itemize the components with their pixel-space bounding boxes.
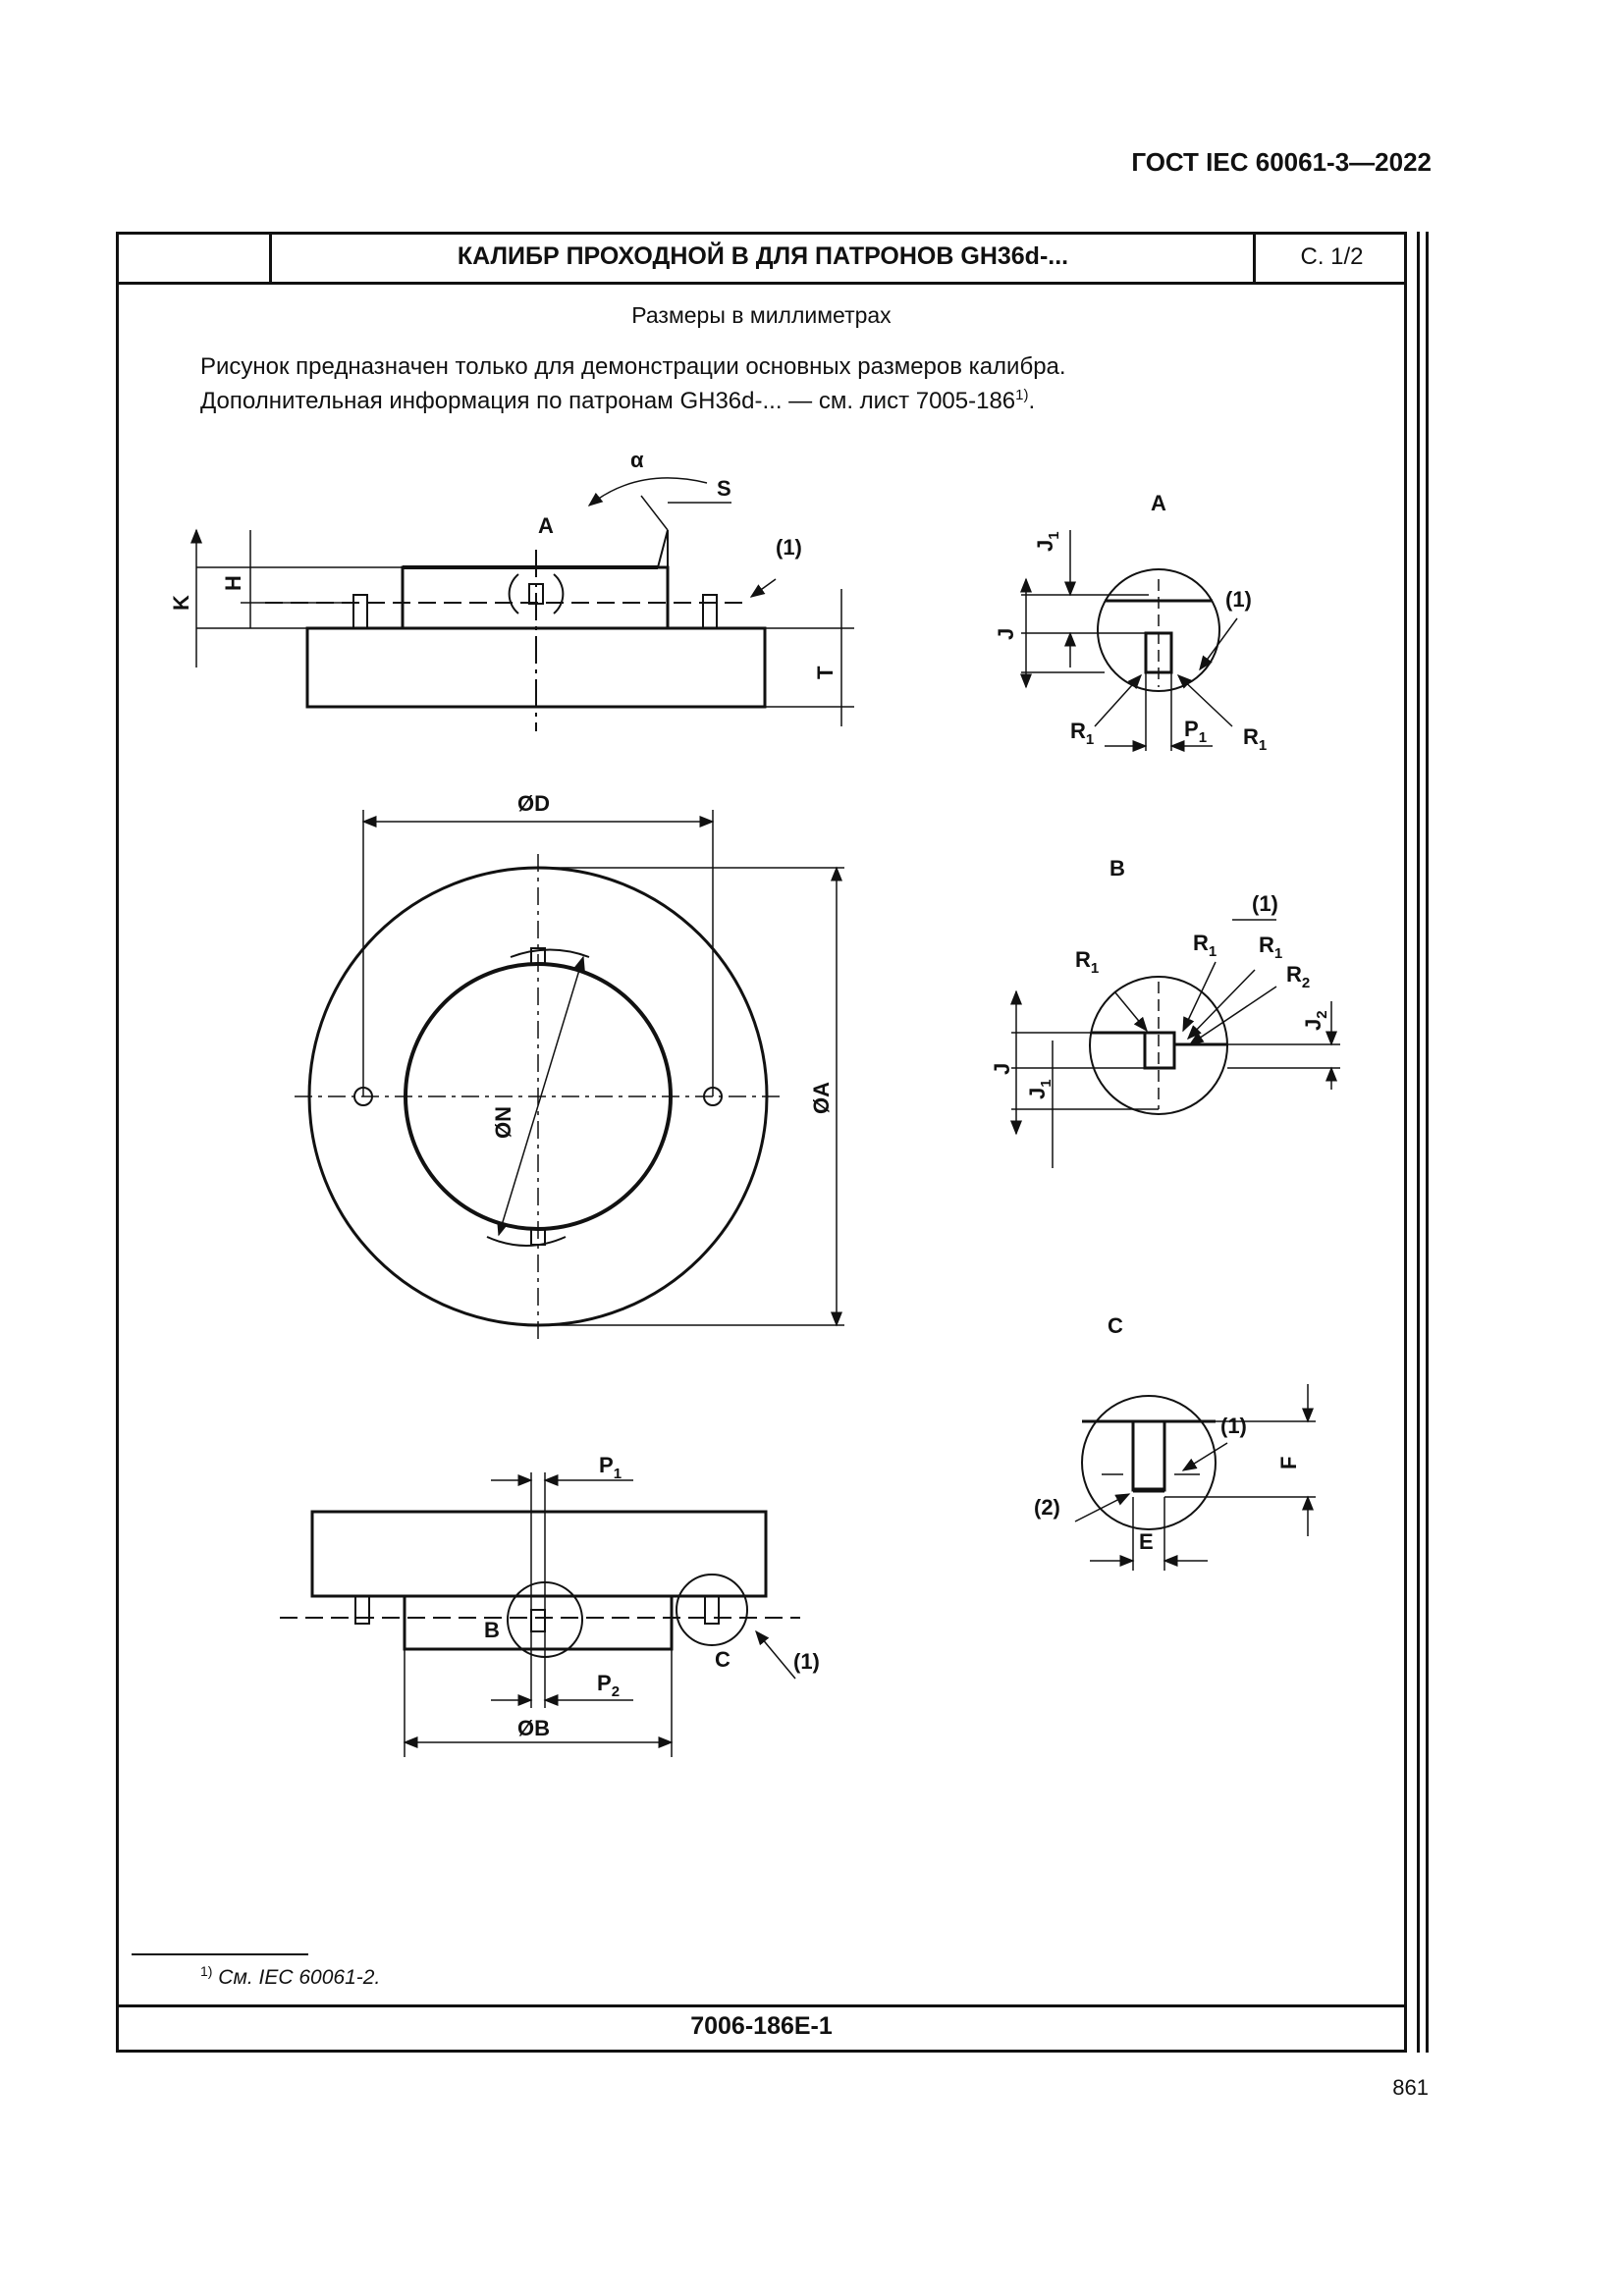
label-j-b: J — [990, 1062, 1014, 1075]
sheet-title: КАЛИБР ПРОХОДНОЙ B ДЛЯ ПАТРОНОВ GH36d-... — [457, 242, 1069, 270]
note-line-2-text: Дополнительная информация по патронам GH36d-... — см. лист 7005-186 — [200, 388, 1016, 414]
label-p1-bottom: $P_1$ — [599, 1453, 622, 1482]
label-ref-1-b: (1) — [1252, 891, 1278, 916]
detail-c — [1075, 1384, 1316, 1571]
label-j2-b: $J_2$ — [1301, 1010, 1330, 1031]
detail-a-title: A — [1151, 491, 1166, 515]
label-ref-1-a: (1) — [1225, 587, 1252, 612]
detail-c-title: C — [1108, 1313, 1123, 1338]
label-view-b: B — [484, 1618, 500, 1642]
footnote-rule — [132, 1953, 308, 1955]
footer-rule — [116, 2004, 1407, 2007]
label-ref-1-c: (1) — [1220, 1414, 1247, 1438]
label-r2-b: $R_2$ — [1286, 962, 1311, 991]
footnote — [200, 1963, 380, 1990]
side-view-bottom — [280, 1472, 800, 1757]
label-r1-a-right: $R_1$ — [1243, 724, 1268, 754]
label-t: T — [813, 666, 838, 679]
label-j1-a: $J_1$ — [1033, 531, 1062, 552]
sheet-number: С. 1/2 — [1300, 243, 1364, 270]
label-f: F — [1276, 1456, 1301, 1469]
label-dim-n: ØN — [491, 1106, 515, 1139]
detail-b-title: B — [1109, 856, 1125, 881]
label-alpha: α — [630, 448, 644, 472]
label-e: E — [1139, 1529, 1154, 1554]
label-ref-1-top: (1) — [776, 535, 802, 560]
label-dim-d: ØD — [517, 791, 550, 816]
label-k: K — [169, 595, 193, 611]
label-ref-1-bottom: (1) — [793, 1649, 820, 1674]
label-r1-a-left: $R_1$ — [1070, 719, 1095, 748]
label-view-a: A — [538, 513, 554, 538]
label-p2-bottom: $P_2$ — [597, 1671, 621, 1700]
label-p1-a: $P_1$ — [1184, 717, 1208, 746]
label-r1-b-right: $R_1$ — [1259, 933, 1283, 962]
detail-b — [1011, 920, 1340, 1168]
label-dim-b: ØB — [517, 1716, 550, 1740]
note-ref-mark: 1) — [1015, 387, 1029, 403]
side-view-top — [196, 478, 854, 731]
page-number: 861 — [1392, 2075, 1429, 2100]
detail-a — [1021, 530, 1237, 751]
label-h: H — [221, 575, 245, 591]
note-line-2-end: . — [1028, 388, 1036, 414]
standard-code: ГОСТ IEC 60061-3—2022 — [1131, 147, 1432, 177]
plan-view — [295, 810, 844, 1340]
sheet-code: 7006-186E-1 — [690, 2012, 833, 2040]
footnote-mark: 1) — [200, 1963, 213, 1979]
label-j-a: J — [994, 627, 1018, 640]
label-dim-a: ØA — [809, 1082, 834, 1114]
units-note: Размеры в миллиметрах — [631, 302, 892, 328]
label-s: S — [717, 476, 731, 501]
label-r1-b-left: $R_1$ — [1075, 947, 1100, 977]
label-ref-2-c: (2) — [1034, 1495, 1060, 1520]
label-view-c: C — [715, 1647, 730, 1672]
label-j1-b: $J_1$ — [1025, 1079, 1055, 1099]
note-line-1: Рисунок предназначен только для демонстрации основных размеров калибра. — [200, 353, 1066, 380]
label-r1-b-mid: $R_1$ — [1193, 931, 1217, 960]
footnote-text: См. IEC 60061-2. — [218, 1966, 381, 1989]
